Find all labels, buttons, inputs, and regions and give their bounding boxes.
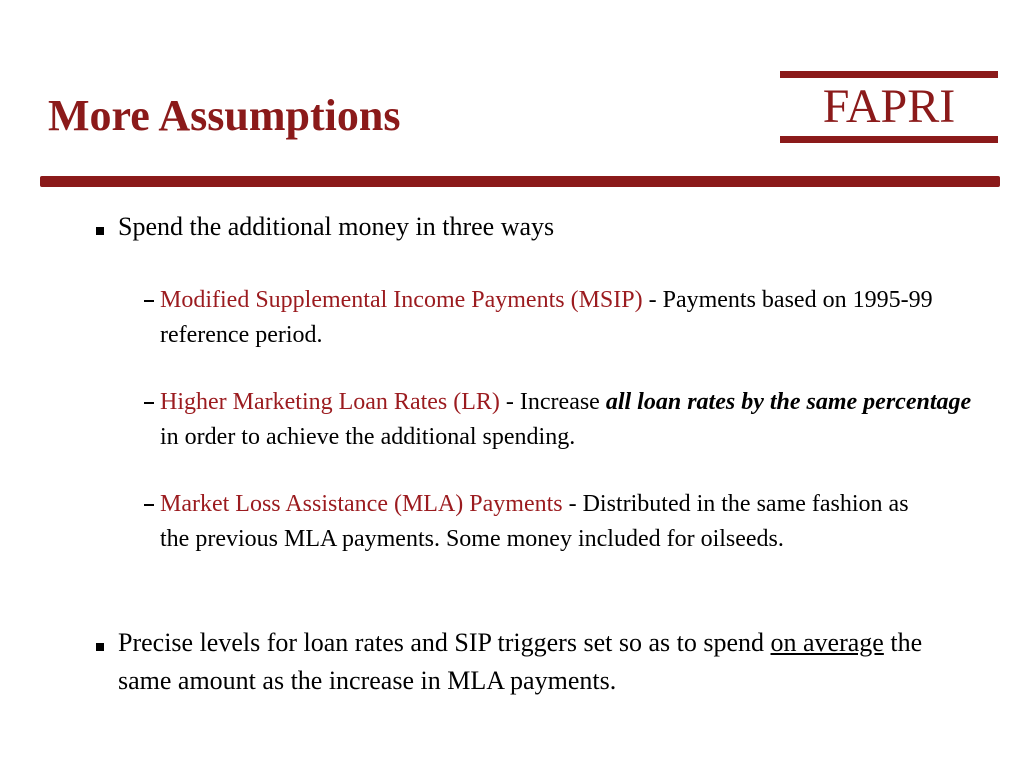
logo-bottom-bar [780,136,998,143]
bullet-text-end: the same amount as the increase in MLA payments. [118,628,923,695]
logo-text: FAPRI [822,80,956,133]
sub-bullet-heading: Market Loss Assistance (MLA) Payments [160,491,563,517]
title-divider [40,176,1000,187]
dash-bullet-icon [144,504,154,506]
square-bullet-icon [96,643,104,651]
emphasized-text: all loan rates by the same percentage [605,389,972,415]
sub-bullet-heading: Modified Supplemental Income Payments (MSIP) [160,287,643,313]
logo-top-bar [780,71,998,78]
sub-bullet-text [160,283,990,353]
sub-bullet-text [160,487,940,557]
bullet-text [118,624,946,700]
sub-bullet-body: - Increase [499,389,606,415]
dash-bullet-icon [144,300,154,302]
fapri-logo [780,71,998,143]
sub-bullet-body-end: in order to achieve the additional spending. [160,424,576,450]
bullet-text-start: Precise levels for loan rates and SIP triggers set so as to spend [118,628,771,657]
sub-bullet-body: - Payments based on 1995-99 reference period. [160,287,933,348]
square-bullet-icon [96,227,104,235]
sub-bullet-body: - Distributed in the same fashion as the previous MLA payments. Some money included for oilseeds. [160,491,909,552]
sub-bullet-heading: Higher Marketing Loan Rates (LR) [160,389,500,415]
slide-title: More Assumptions [48,91,401,140]
bullet-text: Spend the additional money in three ways [118,212,555,241]
sub-bullet-text [160,385,990,455]
dash-bullet-icon [144,402,154,404]
underlined-text: on average [770,628,884,657]
